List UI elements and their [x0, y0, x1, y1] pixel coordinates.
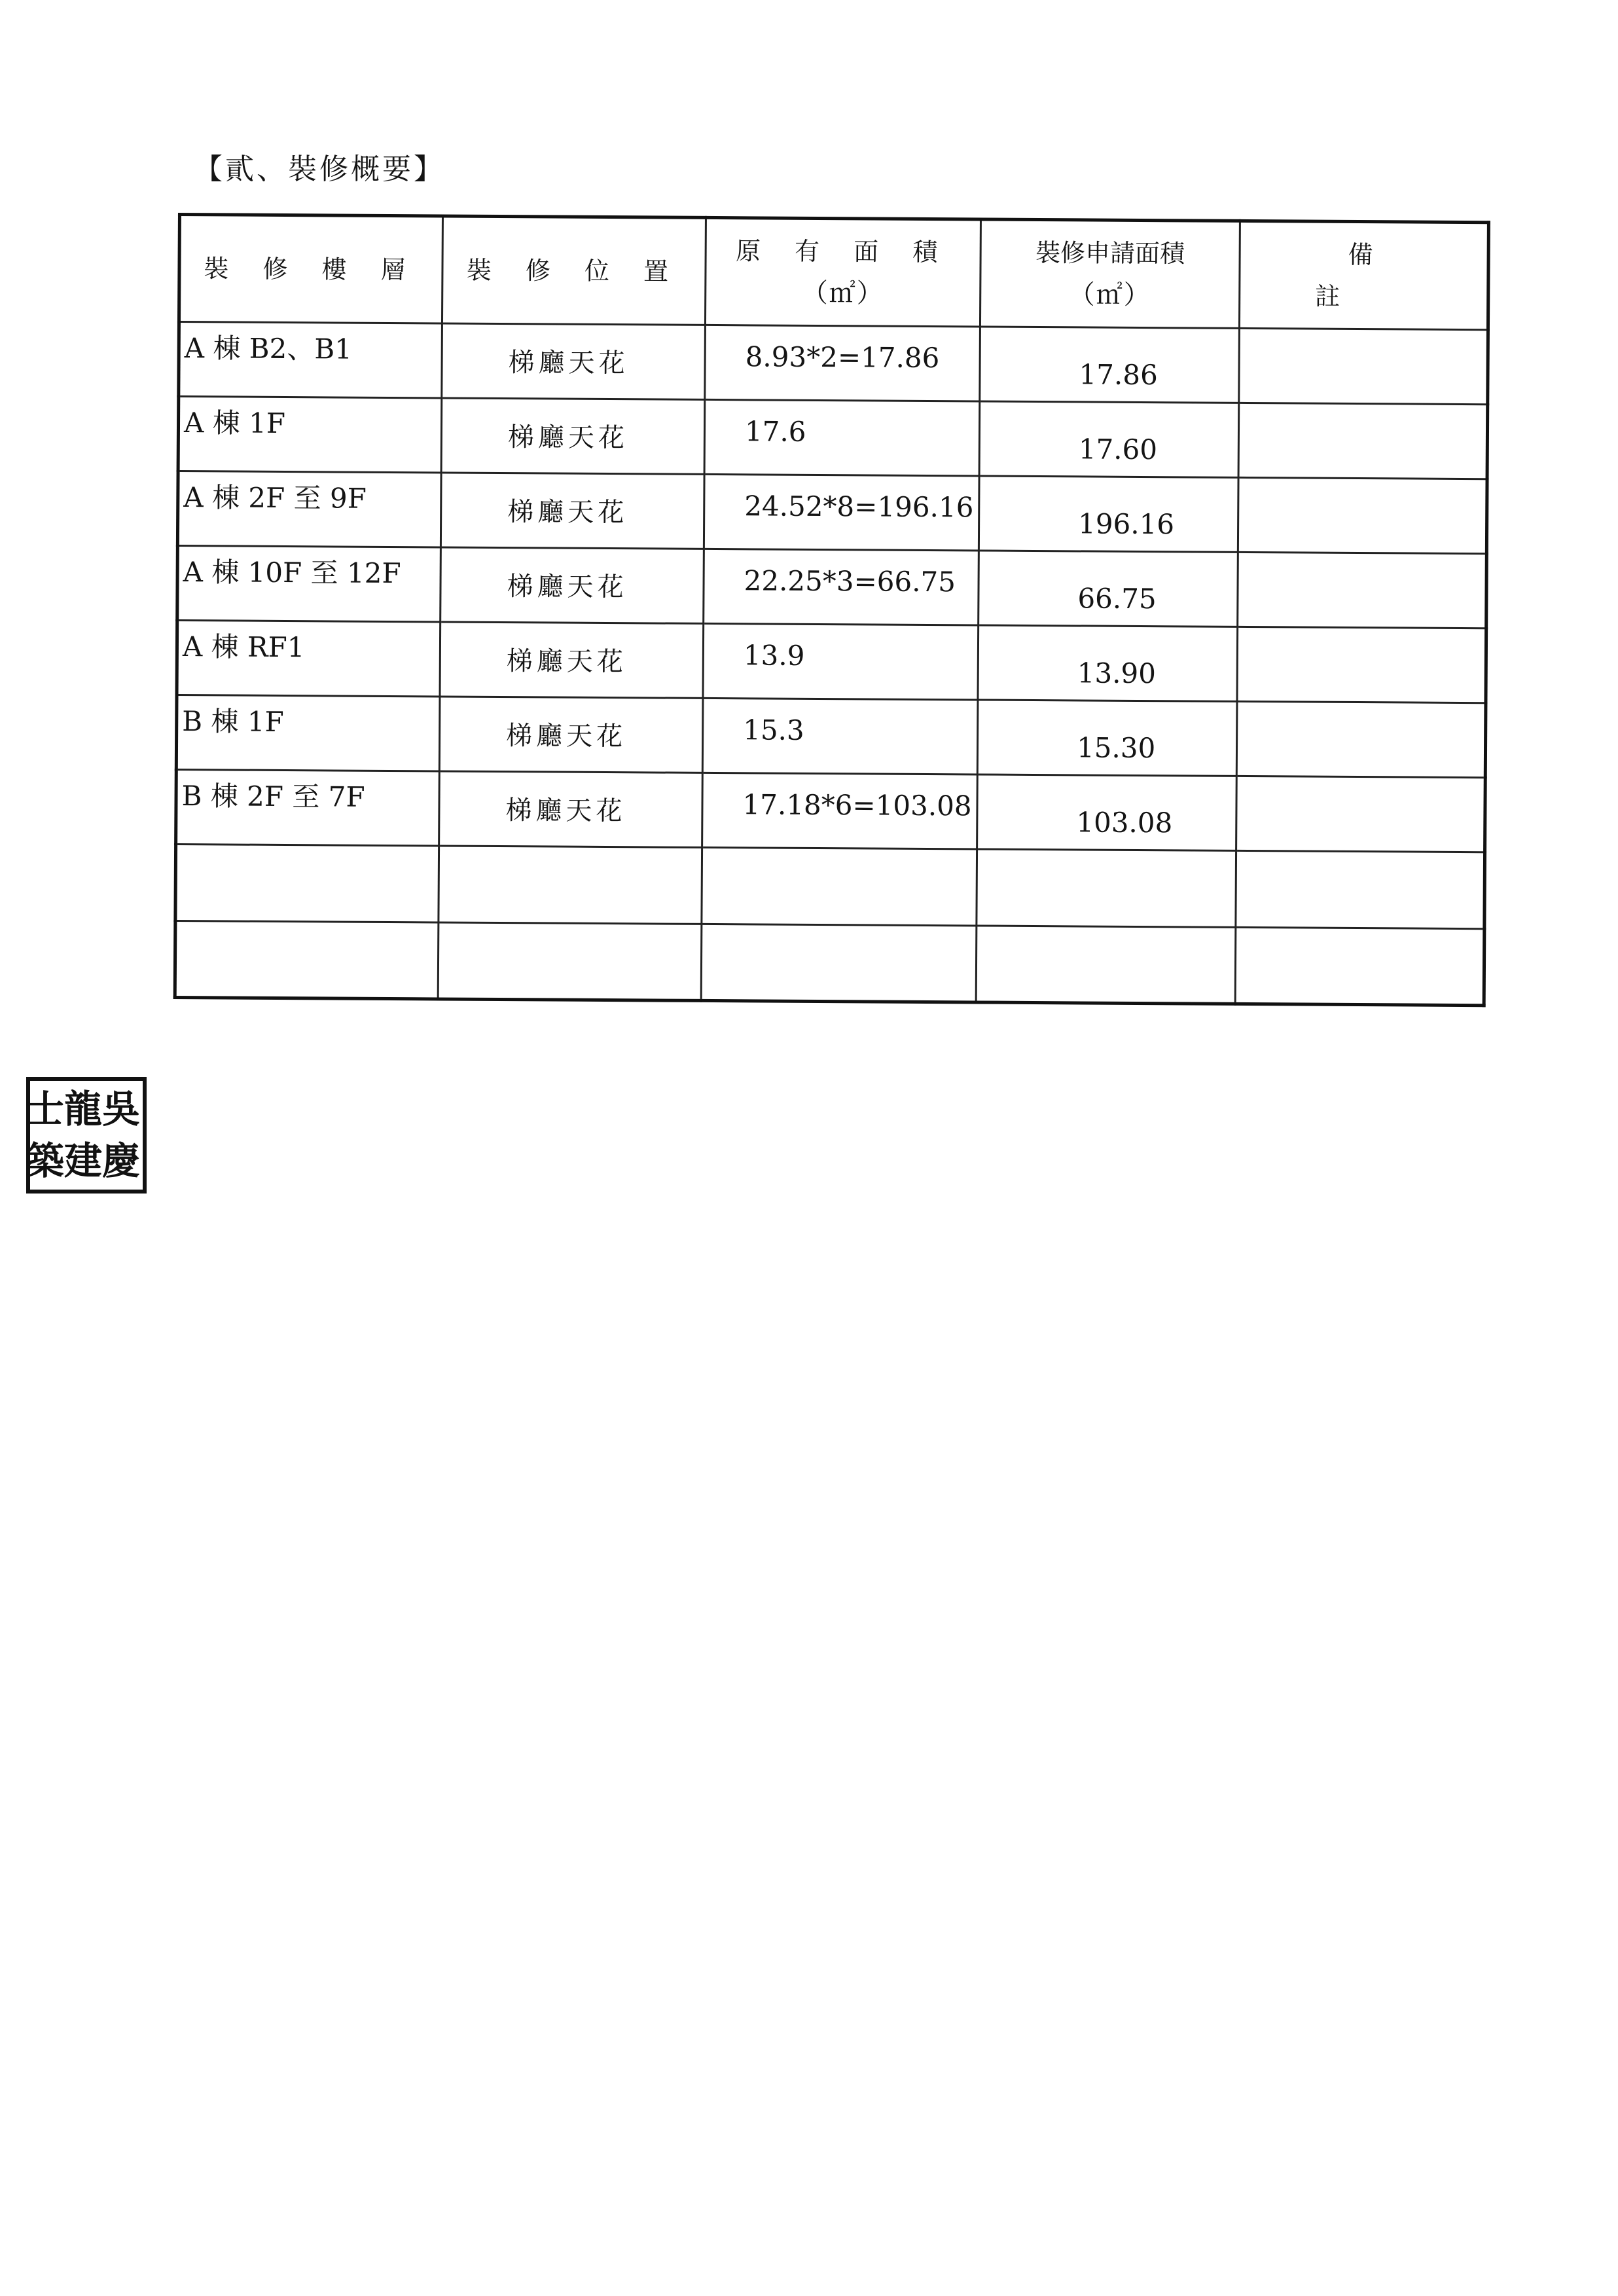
cell-remarks [1235, 927, 1484, 1005]
cell-floor: A 棟 10F 至 12F [177, 546, 441, 622]
table-row [176, 695, 1486, 778]
table-row [177, 471, 1487, 554]
cell-original-area: 17.18*6=103.08 [702, 773, 978, 849]
cell-original-area: 22.25*3=66.75 [704, 549, 979, 625]
cell-location: 梯廳天花 [440, 473, 704, 549]
cell-remarks [1236, 776, 1486, 852]
cell-location [438, 922, 702, 1000]
cell-remarks [1239, 328, 1488, 404]
cell-remarks [1238, 403, 1488, 479]
cell-location: 梯廳天花 [439, 771, 703, 847]
cell-applied-area: 17.86 [980, 327, 1240, 403]
seal-character: 吳 [101, 1087, 140, 1131]
table-header-row [179, 215, 1488, 330]
seal-character: 龍 [63, 1087, 102, 1131]
seal-character: 慶 [101, 1139, 140, 1183]
header-applied-area-unit: （㎡） [1068, 280, 1151, 311]
table-row [175, 920, 1484, 1005]
cell-original-area: 24.52*8=196.16 [704, 474, 979, 551]
cell-floor: B 棟 2F 至 7F [176, 769, 440, 845]
cell-remarks [1236, 701, 1486, 777]
cell-floor: A 棟 2F 至 9F [177, 471, 441, 547]
cell-floor: A 棟 RF1 [177, 621, 440, 697]
cell-applied-area: 17.60 [979, 401, 1239, 477]
cell-applied-area [976, 926, 1236, 1004]
cell-floor: A 棟 1F [178, 397, 442, 473]
table-row [177, 621, 1486, 703]
cell-original-area: 17.6 [704, 399, 980, 476]
cell-applied-area: 13.90 [978, 625, 1238, 701]
cell-location [439, 846, 702, 924]
cell-remarks [1238, 552, 1487, 628]
cell-original-area: 8.93*2=17.86 [705, 325, 980, 401]
header-original-area-unit: （㎡） [801, 278, 884, 309]
cell-remarks [1236, 850, 1485, 928]
cell-location: 梯廳天花 [441, 398, 705, 474]
header-original-area: 原 有 面 積 （㎡） [705, 217, 980, 327]
seal-character: 士 [26, 1087, 64, 1131]
cell-location: 梯廳天花 [440, 622, 704, 698]
cell-floor: A 棟 B2、B1 [179, 322, 442, 398]
header-remarks: 備 註 [1239, 221, 1488, 329]
cell-original-area: 15.3 [702, 698, 978, 774]
table-row [179, 322, 1488, 405]
architect-seal-stamp [26, 1077, 147, 1194]
cell-floor [175, 844, 439, 922]
cell-floor: B 棟 1F [176, 695, 440, 771]
section-title: 【貳、裝修概要】 [194, 153, 445, 186]
table-row [176, 769, 1486, 852]
cell-applied-area: 15.30 [977, 700, 1237, 776]
table-row [175, 844, 1485, 928]
seal-character: 築 [26, 1139, 64, 1183]
cell-applied-area: 103.08 [977, 774, 1237, 850]
cell-original-area [701, 924, 977, 1002]
cell-applied-area [977, 849, 1236, 927]
cell-remarks [1238, 477, 1487, 553]
cell-applied-area: 66.75 [979, 551, 1238, 627]
renovation-summary-table-wrapper [173, 213, 1487, 997]
cell-location: 梯廳天花 [442, 323, 706, 399]
header-location: 裝 修 位 置 [442, 216, 706, 325]
table-row [177, 546, 1487, 629]
header-applied-area: 裝修申請面積 （㎡） [980, 219, 1240, 328]
cell-original-area: 13.9 [703, 623, 979, 700]
table-row [178, 397, 1488, 479]
cell-applied-area: 196.16 [979, 476, 1238, 552]
cell-location: 梯廳天花 [439, 697, 703, 773]
cell-location: 梯廳天花 [440, 547, 704, 623]
cell-floor [175, 920, 439, 998]
cell-original-area [702, 847, 977, 926]
seal-character: 建 [63, 1139, 102, 1183]
header-floor: 裝 修 樓 層 [179, 215, 442, 323]
cell-remarks [1237, 627, 1486, 702]
renovation-summary-table [173, 213, 1490, 1007]
